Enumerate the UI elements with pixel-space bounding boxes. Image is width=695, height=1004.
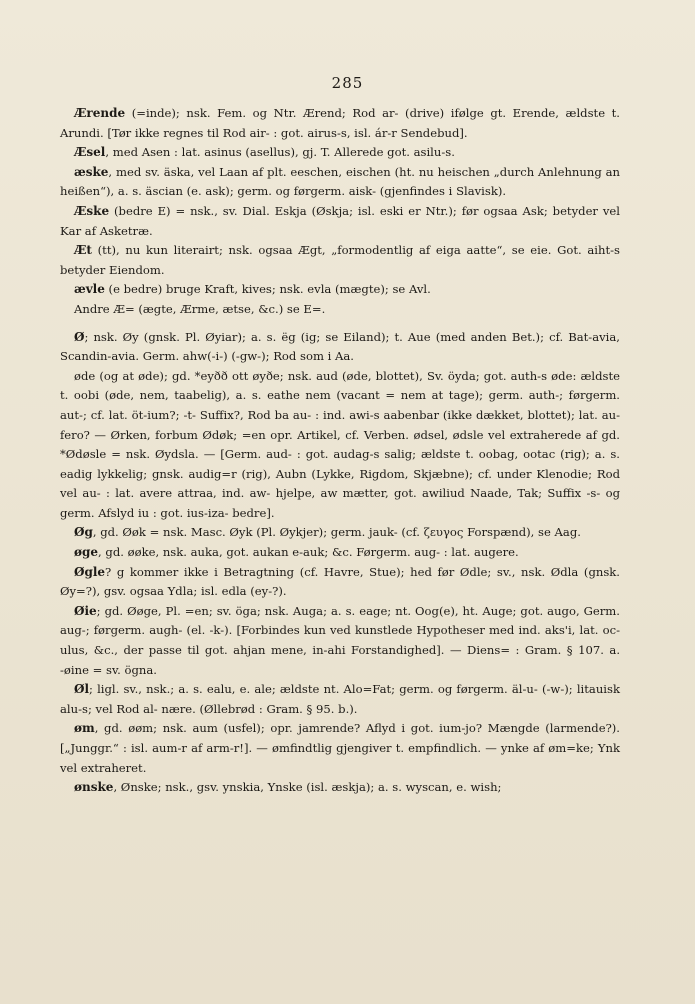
headword: Æske — [74, 203, 110, 218]
entry-text: Andre Æ= (ægte, Ærme, ætse, &c.) se E=. — [74, 301, 326, 316]
entry-text: (e bedre) bruge Kraft, kives; nsk. evla (mægte); se Avl. — [104, 282, 431, 297]
entry-oel — [60, 680, 620, 719]
entry-aeske-verb — [60, 163, 620, 202]
entry-text: ? g kommer ikke i Betragtning (cf. Havre, Stue); hed før Ødle; sv., nsk. Ødla (gnsk. Øy=?), gsv. ogsaa Ydla; isl. edla (ey-?). — [60, 564, 620, 599]
entry-andre — [60, 300, 620, 320]
entry-text: (=inde); nsk. Fem. og Ntr. Ærend; Rod ar- (drive) ifølge gt. Erende, ældste t. Arundi. [Tør ikke regnes til Rod air- : got. airus-s, isl. ár-r Sendebud]. — [60, 106, 620, 140]
headword: Øg — [74, 525, 93, 540]
headword: Øie — [74, 603, 97, 618]
headword: Æsel — [74, 145, 106, 160]
entry-oegle — [60, 563, 620, 602]
headword: øm — [74, 721, 95, 736]
entry-text: , med sv. äska, vel Laan af plt. eeschen, eischen (ht. nu heischen „durch Anlehnung an heißen“), a. s. äscian (e. ask); germ. og førgerm. aisk- (gjenfindes i Slavisk). — [60, 164, 620, 199]
entry-oeg — [60, 523, 620, 543]
entry-text: (bedre E) = nsk., sv. Dial. Eskja (Øskja; isl. eski er Ntr.); før ogsaa Ask; betyder vel Kar af Asketræ. — [60, 203, 620, 238]
entry-text: ; ligl. sv., nsk.; a. s. ealu, e. ale; ældste nt. Alo=Fat; germ. og førgerm. äl-u- (-w-); litauisk alu-s; vel Rod al- nære. (Øllebrød : Gram. § 95. b.). — [60, 682, 620, 716]
entry-oede — [60, 367, 620, 524]
entry-text: , gd. øøke, nsk. auka, got. aukan e-auk; &c. Førgerm. aug- : lat. augere. — [98, 545, 519, 560]
entry-aeske-noun — [60, 202, 620, 241]
headword: Ø — [74, 329, 85, 344]
entry-oeie — [60, 602, 620, 680]
headword: ønske — [74, 780, 114, 795]
headword: Ærende — [74, 106, 126, 120]
entry-aet — [60, 241, 620, 280]
headword: øge — [74, 545, 99, 560]
entry-text: , gd. Øøk = nsk. Masc. Øyk (Pl. Øykjer); germ. jauk- (cf. ζευγος Forspænd), se Aag. — [92, 525, 581, 540]
entry-text: , med Asen : lat. asinus (asellus), gj. T. Allerede got. asilu-s. — [105, 145, 455, 160]
entry-aerende — [60, 104, 620, 143]
entry-text: , gd. øøm; nsk. aum (usfel); opr. jamrende? Aflyd i got. ium-jo? Mængde (larmende?). [„Junggr.“ : isl. aum-r af arm-r!]. — ømfindtlig gjengiver t. empfindlich. — ynke af øm=ke; Ynk vel extraheret. — [60, 721, 620, 775]
entry-text: (tt), nu kun literairt; nsk. ogsaa Ægt, „formodentlig af eiga aatte“, se eie. Got. aiht-s betyder Eiendom. — [60, 243, 620, 277]
entry-text: ; nsk. Øy (gnsk. Pl. Øyiar); a. s. ëg (ig; se Eiland); t. Aue (med anden Bet.); cf. Bat-avia, Scandin-avia. Germ. ahw(-i-) (-gw-); Rod som i Aa. — [60, 329, 620, 364]
entry-oem — [60, 719, 620, 778]
headword: ævle — [74, 282, 105, 297]
entry-aevle — [60, 280, 620, 300]
entry-aesel — [60, 143, 620, 163]
entry-oege — [60, 543, 620, 563]
headword: Æt — [74, 243, 92, 258]
entry-text: , Ønske; nsk., gsv. ynskia, Ynske (isl. æskja); a. s. wyscan, e. wish; — [113, 780, 502, 795]
headword: æske — [74, 164, 109, 179]
entry-oenske — [60, 778, 620, 798]
entry-oe — [60, 328, 620, 367]
page-number: 285 — [331, 74, 364, 92]
entry-text: ; gd. Øøge, Pl. =en; sv. öga; nsk. Auga; a. s. eage; nt. Oog(e), ht. Auge; got. augo, Germ. aug-; førgerm. augh- (el. -k-). [Forbindes kun ved kunstlede Hypotheser med ind. aks'i, lat. oc-ulus, &c., der passe til got. ahjan mene, in-ahi Forstandighed]. — Diens= : Gram. § 107. a. -øine = sv. ögna. — [60, 603, 620, 677]
headword: Øgle — [74, 564, 106, 579]
entry-text: øde (og at øde); gd. *eyðð ott øyðe; nsk. aud (øde, blottet), Sv. öyda; got. auth-s øde: ældste t. oobi (øde, nem, taabelig), a. s. eathe nem (vacant = nem at tage); germ. auth-; førgerm. aut-; cf. lat. öt-ium?; -t- Suffix?, Rod ba au- : ind. awi-s aabenbar (ikke dækket, blottet); lat. au-fero? — Ørken, forbum Ødøk; =en opr. Artikel, cf. Verben. ødsel, ødsle vel extraherede af gd. *Ødøsle = nsk. Øydsla. — [Germ. aud- : got. audag-s salig; ældste t. oobag, ootac (rig); a. s. eadig lykkelig; gnsk. audig=r (rig), Aubn (Lykke, Rigdom, Skjæbne); cf. under Klenodie; Rod vel au- : lat. avere attraa, ind. aw- hjelpe, aw mætter, got. awiliud Naade, Tak; Suffix -s- og germ. Afslyd iu : got. ius-iza- bedre]. — [60, 368, 620, 520]
page-body — [60, 104, 620, 798]
headword: Øl — [74, 682, 90, 697]
